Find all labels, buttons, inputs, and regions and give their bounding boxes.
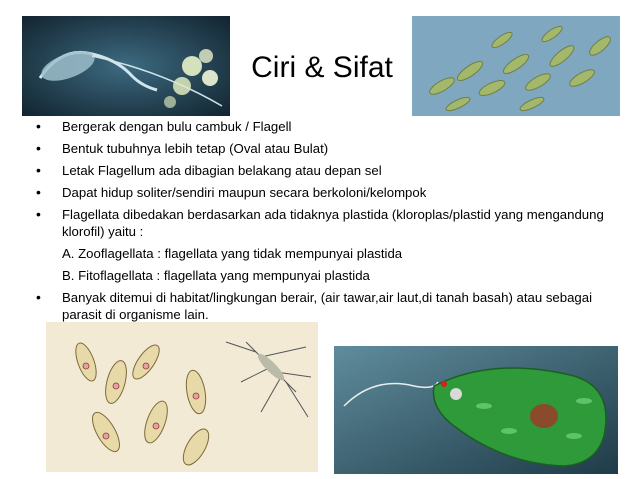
bullet-item: • Dapat hidup soliter/sendiri maupun secara berkoloni/kelompok	[36, 184, 427, 200]
bullet-dot: •	[36, 140, 41, 156]
bullet-item: • Flagellata dibedakan berdasarkan ada tidaknya plastida (kloroplas/plastid yang mengandung klorofil) yaitu :	[36, 206, 604, 239]
bullet-item: • Banyak ditemui di habitat/lingkungan berair, (air tawar,air laut,di tanah basah) atau sebagai parasit di organisme lain.	[36, 289, 593, 322]
flagellate-micrograph-image	[22, 16, 230, 116]
bullet-item: • Bergerak dengan bulu cambuk / Flagell	[36, 118, 292, 134]
flagellate-drawing-image	[46, 322, 318, 472]
bullet-dot: •	[36, 118, 41, 134]
bullet-dot: •	[36, 184, 41, 200]
flagellate-colony-image	[412, 16, 620, 116]
bullet-item: • Letak Flagellum ada dibagian belakang atau depan sel	[36, 162, 382, 178]
bullet-subitem: A. Zooflagellata : flagellata yang tidak mempunyai plastida	[62, 246, 403, 261]
bullet-dot: •	[36, 162, 41, 178]
bullet-list	[36, 118, 606, 328]
bullet-item: • Bentuk tubuhnya lebih tetap (Oval atau Bulat)	[36, 140, 329, 156]
slide-title: Ciri & Sifat	[251, 51, 393, 84]
bullet-dot: •	[36, 289, 41, 305]
bullet-dot: •	[36, 206, 41, 222]
bullet-subitem: B. Fitoflagellata : flagellata yang mempunyai plastida	[62, 268, 370, 283]
euglena-diagram-image	[334, 346, 618, 474]
